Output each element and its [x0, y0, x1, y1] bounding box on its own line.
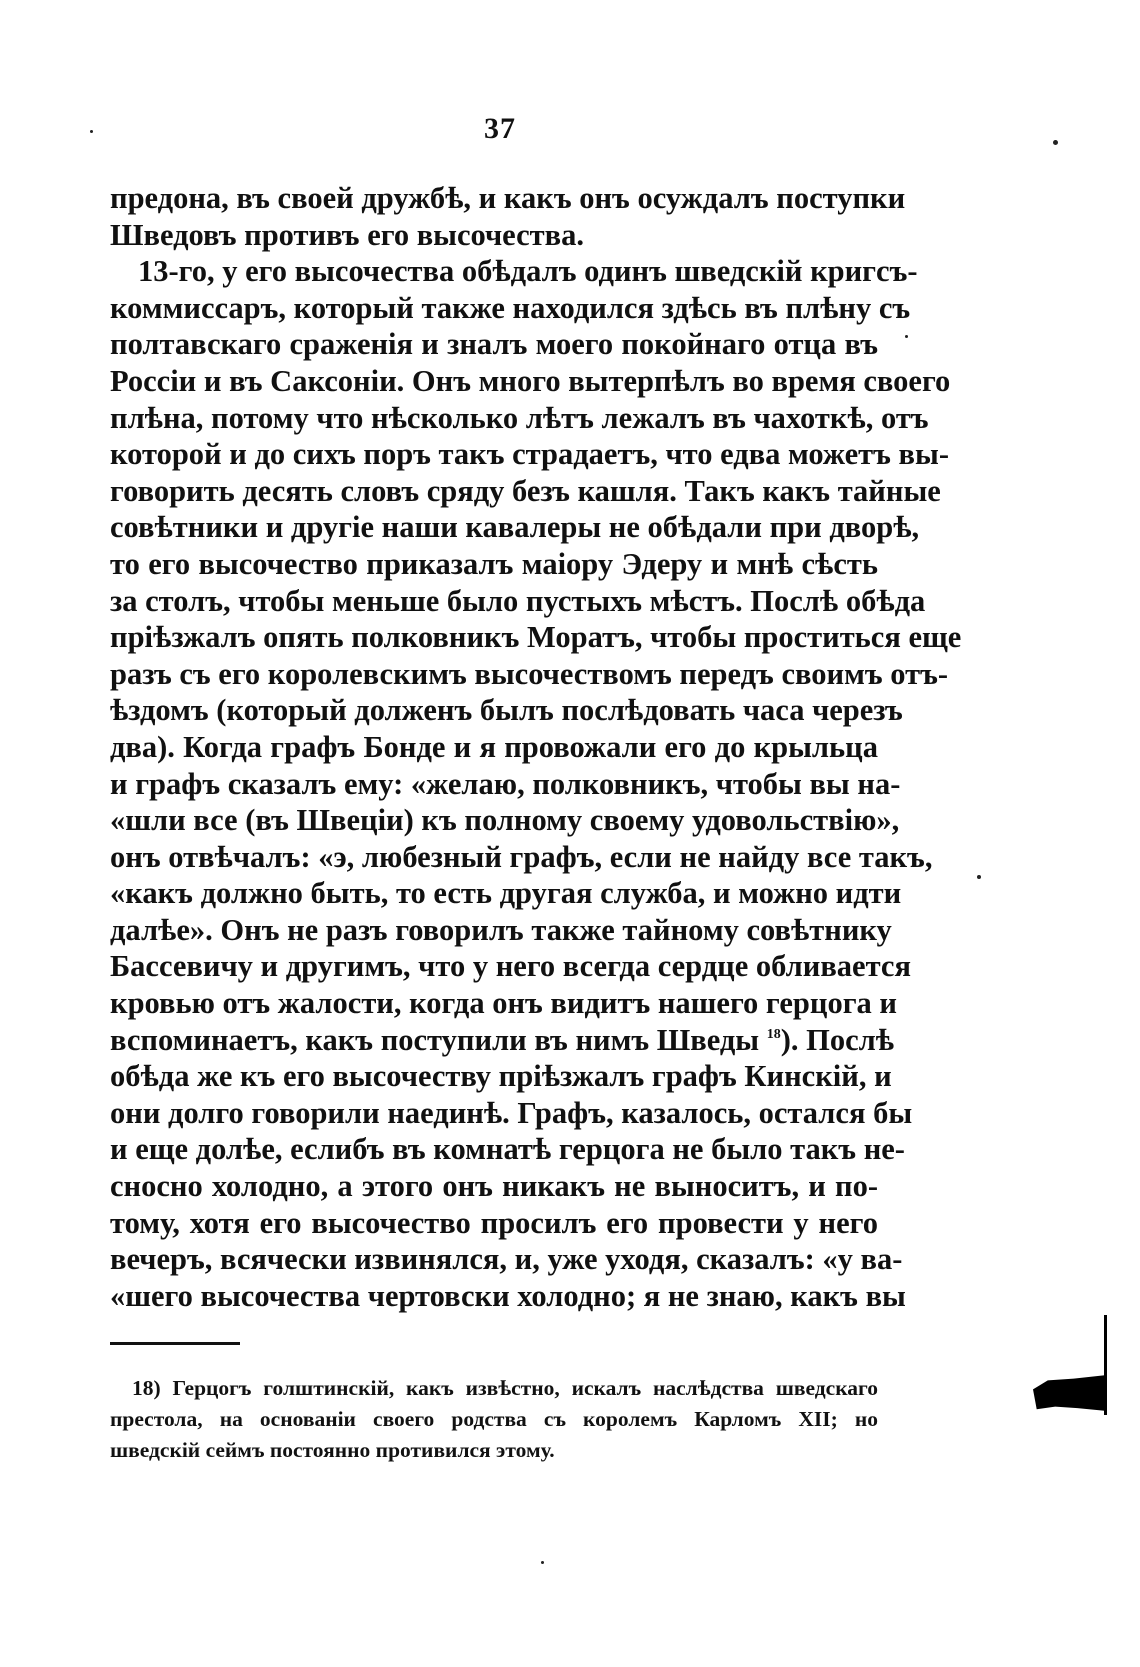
text-line: тому, хотя его высочество просилъ его провести у него [110, 1205, 878, 1240]
text-line: вечеръ, всячески извинялся, и, уже уходя, сказалъ: «у ва- [110, 1242, 903, 1277]
text-line: 13-го, у его высочества обѣдалъ одинъ шведскій кригсъ- [138, 254, 918, 289]
scan-speck [1053, 140, 1058, 145]
text-line: они долго говорили наединѣ. Графъ, казалось, остался бы [110, 1095, 913, 1130]
page-number: 37 [484, 112, 516, 145]
body-text [110, 180, 962, 1314]
footnote-line: 18) Герцогъ голштинскій, какъ извѣстно, искалъ наслѣдства шведскаго [132, 1376, 878, 1400]
text-line: обѣда же къ его высочеству пріѣзжалъ графъ Кинскій, и [110, 1059, 892, 1094]
text-line: коммиссаръ, который также находился здѣсь въ плѣну съ [110, 290, 911, 325]
footnote-divider [110, 1342, 240, 1345]
text-line: кровью отъ жалости, когда онъ видитъ нашего герцога и [110, 986, 897, 1021]
text-line: «какъ должно быть, то есть другая служба, и можно идти [110, 876, 902, 911]
text-line: и еще долѣе, еслибъ въ комнатѣ герцога не было такъ не- [110, 1132, 905, 1167]
text-line: «шего высочества чертовски холодно; я не знаю, какъ вы [110, 1278, 906, 1313]
scan-speck [905, 335, 908, 338]
footnote-line: шведскій сеймъ постоянно противился этому. [110, 1438, 555, 1462]
text-line: сносно холодно, а этого онъ никакъ не выноситъ, и по- [110, 1169, 878, 1204]
scan-speck [90, 130, 93, 133]
footnote [110, 1373, 878, 1466]
text-line: ѣздомъ (который долженъ былъ послѣдовать часа черезъ [110, 693, 903, 728]
text-segment: вспоминаетъ, какъ поступили въ нимъ Шведы [110, 1022, 760, 1057]
text-line: Шведовъ противъ его высочества. [110, 217, 584, 252]
footnote-reference: 18 [766, 1026, 781, 1042]
text-line-with-footnote-ref [110, 1022, 895, 1059]
text-line: далѣе». Онъ не разъ говорилъ также тайному совѣтнику [110, 912, 892, 947]
text-line: за столъ, чтобы меньше было пустыхъ мѣстъ. Послѣ обѣда [110, 583, 926, 618]
text-line: два). Когда графъ Бонде и я провожали его до крыльца [110, 729, 878, 764]
text-line: разъ съ его королевскимъ высочествомъ передъ своимъ отъ- [110, 656, 949, 691]
text-line: «шли все (въ Швеціи) къ полному своему удовольствію», [110, 803, 900, 838]
text-line: Россіи и въ Саксоніи. Онъ много вытерпѣлъ во время своего [110, 363, 951, 398]
text-line: и графъ сказалъ ему: «желаю, полковникъ, чтобы вы на- [110, 766, 901, 801]
text-line: онъ отвѣчалъ: «э, любезный графъ, если не найду все такъ, [110, 839, 933, 874]
scan-speck [977, 875, 981, 879]
text-line: говорить десять словъ сряду безъ кашля. Такъ какъ тайные [110, 473, 941, 508]
text-line: полтавскаго сраженія и зналъ моего покойнаго отца въ [110, 327, 878, 362]
text-line: Бассевичу и другимъ, что у него всегда сердце обливается [110, 949, 911, 984]
scan-blot [1033, 1375, 1107, 1411]
footnote-line: престола, на основаніи своего родства съ королемъ Карломъ XII; но [110, 1407, 878, 1431]
text-line: пріѣзжалъ опять полковникъ Моратъ, чтобы проститься еще [110, 620, 962, 655]
text-line: совѣтники и другіе наши кавалеры не обѣдали при дворѣ, [110, 510, 920, 545]
text-segment: ). Послѣ [780, 1022, 895, 1057]
scan-speck [541, 1561, 544, 1564]
text-line: то его высочество приказалъ маіору Эдеру и мнѣ сѣсть [110, 546, 878, 581]
text-line: предона, въ своей дружбѣ, и какъ онъ осуждалъ поступки [110, 181, 906, 215]
text-line: плѣна, потому что нѣсколько лѣтъ лежалъ въ чахоткѣ, отъ [110, 400, 929, 435]
text-line: которой и до сихъ поръ такъ страдаетъ, что едва можетъ вы- [110, 437, 949, 472]
